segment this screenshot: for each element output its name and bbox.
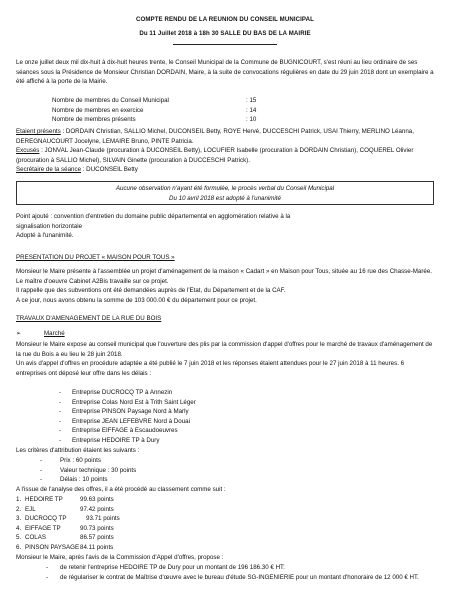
document-title: COMPTE RENDU DE LA REUNION DU CONSEIL MUNICIPAL — [136, 16, 314, 23]
table-row: 6. PINSON PAYSAGE 84.11 points — [16, 543, 114, 551]
section-maison-heading: PRESENTATION DU PROJET « MAISON POUR TOUS » — [16, 254, 175, 261]
observation-line-1: Aucune observation n'ayant été formulée, le procès verbal du Conseil Municipal — [115, 185, 335, 192]
list-item: - Délais : 10 points — [40, 476, 108, 484]
list-item: - Entreprise JEAN LEFEBVRE Nord à Douai — [59, 417, 190, 425]
title-underline — [173, 44, 277, 45]
secretary-line — [16, 165, 434, 175]
section-travaux-heading: TRAVAUX D'AMENAGEMENT DE LA RUE DU BOIS — [16, 315, 162, 322]
ranking-intro: A l'issue de l'analyse des offres, il a été procédé au classement comme suit : — [16, 486, 226, 493]
excused-label: Excusés — [16, 147, 40, 155]
section-travaux-body: Monsieur le Maire expose au conseil municipal que l'ouverture des plis par la commission d'appel d'offres pour le marché de travaux d'aménagement de la rue du Bois a eu lieu le 28 juin 2018. Un avis d'appel d'offres en procédure adaptée a été publié le 7 juin 2018 et les réponses étaient attendues pour le 27 juin 2018 à 11 heures. 6 entreprises ont déposé leur offre dans les délais : — [16, 341, 433, 377]
present-text: : DORDAIN Christian, SALLIO Michel, DUCONSEIL Betty, ROYE Hervé, DUCCESCHI Patrick, USAI Thierry, MERLINO Léanna, DEREGNAUCOURT Jocelyne, LEMAIRE Bruno, PINTE Patricia. — [16, 128, 414, 145]
list-item: - Entreprise HEDOIRE TP à Dury — [59, 436, 160, 444]
list-item: - Prix : 60 points — [40, 457, 101, 464]
list-item: - Entreprise DUCROCQ TP à Annezin — [59, 389, 173, 396]
count-label: Nombre de membres du Conseil Municipal — [52, 97, 169, 104]
table-row: 3. DUCROCQ TP 93.71 points — [16, 515, 120, 523]
count-row — [52, 106, 352, 116]
observation-box — [16, 181, 434, 205]
list-item: - Entreprise PINSON Paysage Nord à Marly — [59, 408, 189, 416]
table-row: 5. COLAS 86.57 points — [16, 534, 114, 542]
marche-subheading: Marché — [44, 330, 65, 337]
count-value: : 10 — [246, 116, 257, 124]
proposal-list — [46, 563, 434, 582]
present-label: Etaient présents — [16, 128, 61, 135]
excused-text: : JONVAL Jean-Claude (procuration à DUCONSEIL Betty), LOCUFIER Isabelle (procuration à DORDAIN Christian), COQUEREL Olivier (procuration à SALLIO Michel), SILVAIN Ginette (procuration à DUCCESCHI Patrick). — [16, 147, 414, 164]
secretary-text: : DUCONSEIL Betty — [81, 166, 138, 174]
present-line — [16, 127, 434, 146]
excused-line — [16, 146, 434, 165]
list-item: - Entreprise EIFFAGE à Escaudoeuvres — [59, 427, 178, 435]
criteria-list — [40, 456, 340, 485]
added-point-block: Point ajouté : convention d'entretien du domaine public départemental en agglomération relative à la signalisation horizontale Adopté à l'unanimité. — [16, 213, 291, 240]
count-value: : 14 — [246, 106, 257, 114]
list-item: - de retenir l'entreprise HEDOIRE TP de Dury pour un montant de 196 186.30 € HT: — [46, 564, 285, 571]
count-label: Nombre de membres en exercice — [52, 106, 144, 114]
proposal-intro: Monsieur le Maire, après l'avis de la Commission d'Appel d'offres, propose : — [16, 554, 224, 561]
count-row — [52, 115, 352, 125]
observation-line-2: Du 10 avril 2018 est adopté à l'unanimité — [169, 194, 281, 202]
count-label: Nombre de membres présents — [52, 116, 136, 124]
table-row: 4. EIFFAGE TP 90.73 points — [16, 524, 114, 532]
table-row: 2. EJL 97.42 points — [16, 505, 114, 513]
count-value: : 15 — [246, 97, 257, 104]
list-item: - de régulariser le contrat de Maîtrise d'œuvre avec le bureau d'étude SG-INGENIERIE pour un montant d'honoraire de 12 000 € HT. — [46, 573, 419, 581]
attendance-block — [16, 127, 434, 175]
ranking-list — [16, 495, 316, 553]
list-item: - Entreprise Colas Nord Est à Trith Saint Léger — [59, 398, 196, 406]
secretary-label: Secrétaire de la séance — [16, 166, 82, 174]
criteria-intro: Les critères d'attribution étaient les suivants : — [16, 447, 140, 454]
list-item: - Valeur technique : 30 points — [40, 466, 137, 474]
document-subtitle: Du 11 Juillet 2018 à 18h 30 SALLE DU BAS DE LA MAIRIE — [139, 30, 311, 37]
company-list — [59, 388, 432, 446]
arrow-bullet-icon: ➢ — [16, 330, 22, 337]
section-maison-body: Monsieur le Maire présente à l'assemblée un projet d'aménagement de la maison « Cadart » en Maison pour Tous, située au 16 rue des Chasse-Marée. Le maître d'oeuvre Cabinet A2Bis travaille sur ce projet. Il rappelle que des subventions ont été demandées auprès de l'Etat, du Département et de la CAF. A ce jour, nous avons obtenu la somme de 103 000.00 € du département pour ce projet. — [16, 268, 433, 304]
intro-paragraph: Le onze juillet deux mil dix-huit à dix-huit heures trente, le Conseil Municipal de la Commune de BUGNICOURT, s'est réuni au lieu ordinaire de ses séances sous la Présidence de Monsieur Christian DORDAIN, Maire, à la suite de convocations régulières en date du 29 juin 2018 dont un exemplaire a été affiché à la porte de la Mairie. — [16, 59, 434, 86]
members-count-list — [52, 96, 352, 125]
count-row — [52, 96, 352, 106]
table-row: 1. HEDOIRE TP 99.63 points — [16, 496, 114, 503]
